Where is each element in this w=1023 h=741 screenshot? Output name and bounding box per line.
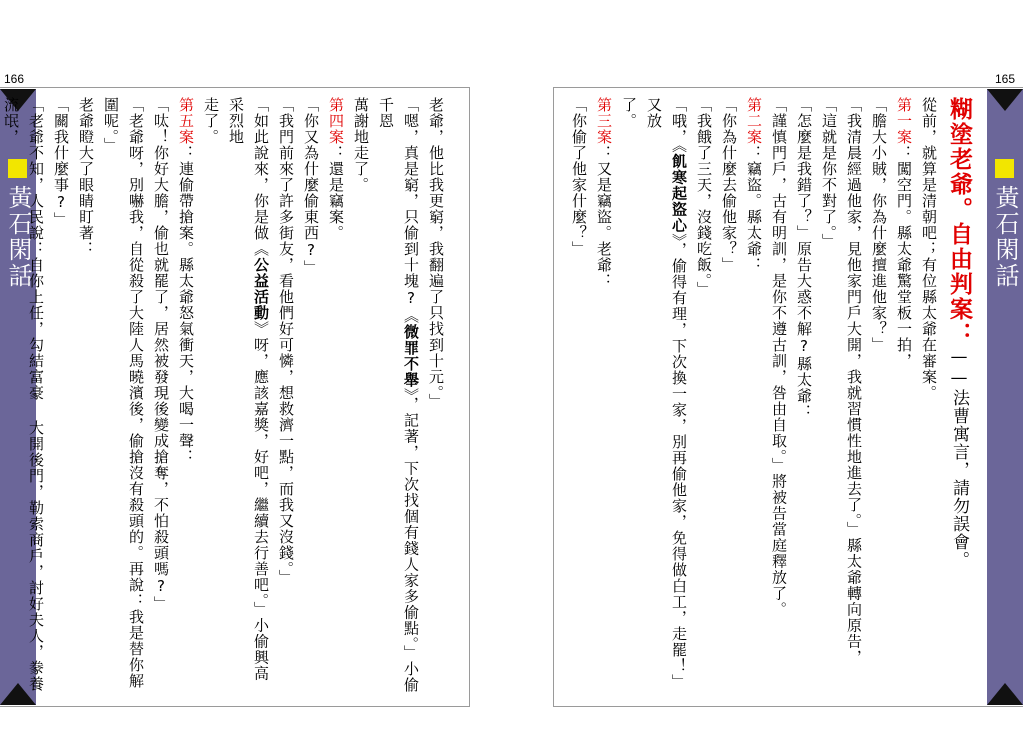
- text-segment: 「謹慎門戶，古有明訓，是你不遵古訓，咎由自取。」將被告當庭釋放了。: [770, 97, 788, 618]
- text-segment: 「老爺呀，別嚇我，自從殺了大陸人馬曉濱後，偷搶沒有殺頭的。再說：我是替你解圍呢。」: [102, 97, 145, 689]
- emphasis-text: 微罪不舉: [402, 324, 420, 388]
- text-line: [173, 97, 198, 697]
- case-label: 第五案: [177, 97, 195, 145]
- text-segment: 老爺瞪大了眼睛盯著：: [77, 97, 95, 257]
- text-line: [98, 97, 148, 697]
- case-label: 第三案: [595, 97, 613, 145]
- text-line: [716, 97, 741, 697]
- text-line: [73, 97, 98, 697]
- text-segment: 萬謝地走了。: [352, 97, 370, 193]
- tab-top-triangle-icon: [987, 89, 1023, 111]
- text-segment: 「這就是你不對了。」: [820, 97, 838, 250]
- emphasis-text: 公益活動: [252, 257, 270, 321]
- text-segment: ：闖空門。縣太爺驚堂板一拍，: [895, 145, 913, 369]
- text-line: [691, 97, 716, 697]
- text-line: [423, 97, 448, 697]
- tab-bottom-triangle-icon: [987, 683, 1023, 705]
- text-line: [641, 97, 691, 697]
- text-segment: 》，偷得有理，下次換一家，別再偷他家，免得做白工，走罷！」又放: [645, 97, 688, 690]
- text-segment: ：還是竊案。: [327, 145, 345, 241]
- text-line: [791, 97, 816, 697]
- text-segment: 「我餓了三天，沒錢吃飯。」: [695, 97, 713, 298]
- text-segment: ：連偷帶搶案。縣太爺怒氣衝天，大喝一聲：: [177, 145, 195, 465]
- emphasis-text: 飢寒起盜心: [670, 153, 688, 234]
- left-page-number: 166: [4, 72, 25, 86]
- text-line: [841, 97, 866, 697]
- right-page-text: [566, 97, 977, 697]
- text-segment: 走了。: [202, 97, 220, 145]
- text-line: [48, 97, 73, 697]
- text-segment: 「你為什麼去偷他家？」: [720, 97, 738, 273]
- text-segment: 老爺，他比我更窮，我翻遍了只找到十元。」: [427, 97, 445, 410]
- text-segment: 「老爺不知，人民說：自你上任，勾結富豪 大開後門，勒索商戶，討好夫人，豢養流氓，: [2, 97, 45, 692]
- text-segment: 「嗯，真是窮，只偷到十塊?《: [402, 97, 420, 324]
- case-label: 第一案: [895, 97, 913, 145]
- left-page-text: [0, 97, 448, 697]
- text-line: [273, 97, 298, 697]
- text-segment: 「呔！你好大膽，偷也就罷了，居然被發現後變成搶奪，不怕殺頭嗎?」: [152, 97, 170, 612]
- text-segment: 了。: [620, 97, 638, 129]
- text-segment: 「哦，《: [670, 97, 688, 154]
- text-segment: 「關我什麼事?」: [52, 97, 70, 228]
- tab-label: 黃石閑話: [4, 185, 32, 289]
- text-segment: 「你又為什麼偷東西?」: [302, 97, 320, 276]
- text-line: [766, 97, 791, 697]
- case-label: 第四案: [327, 97, 345, 145]
- text-line: [373, 97, 423, 697]
- text-line: [916, 97, 941, 697]
- yellow-square-icon: [995, 159, 1014, 178]
- article-subtitle: ——法曹寓言，請勿誤會。: [949, 347, 969, 569]
- text-line: [741, 97, 766, 697]
- text-line: [0, 97, 48, 697]
- text-line: [816, 97, 841, 697]
- right-page-number: 165: [995, 72, 1016, 86]
- text-line: [323, 97, 348, 697]
- text-line: [298, 97, 323, 697]
- text-line: [591, 97, 616, 697]
- text-segment: 「我清晨經過他家，見他家門戶大開，我就習慣性地進去了。」縣太爺轉向原告，: [845, 97, 863, 666]
- text-line: [616, 97, 641, 697]
- text-segment: ：竊盜。縣太爺：: [745, 145, 763, 273]
- text-segment: 「你偷了他家什麼？」: [570, 97, 588, 257]
- tab-label: 黃石閑話: [991, 185, 1019, 289]
- text-line: [891, 97, 916, 697]
- case-label: 第二案: [745, 97, 763, 145]
- text-segment: ：又是竊盜。老爺：: [595, 145, 613, 289]
- text-line: [223, 97, 273, 697]
- text-line: [566, 97, 591, 697]
- text-segment: 「如此說來，你是做《: [252, 97, 270, 257]
- text-segment: 「我門前來了許多街友，看他們好可憐，想救濟一點，而我又沒錢。」: [277, 97, 295, 586]
- text-line: [198, 97, 223, 697]
- text-segment: 》呀，應該嘉獎，好吧，繼續去行善吧。」小偷興高采烈地: [227, 97, 270, 682]
- right-side-tab: [987, 89, 1023, 705]
- text-line: [866, 97, 891, 697]
- text-line: [148, 97, 173, 697]
- text-segment: 從前，就算是清朝吧；有位縣太爺在審案。: [920, 97, 938, 401]
- article-title: 糊塗老爺。自由判案：——法曹寓言，請勿誤會。: [946, 97, 972, 569]
- text-segment: 》，記著，下次找個有錢人家多偷點。」小偷千恩: [377, 97, 420, 693]
- text-segment: 「膽大小賊，你為什麼擅進他家？」: [870, 97, 888, 353]
- text-segment: 「怎麼是我錯了？」原告大惑不解?縣太爺：: [795, 97, 813, 420]
- text-line: [348, 97, 373, 697]
